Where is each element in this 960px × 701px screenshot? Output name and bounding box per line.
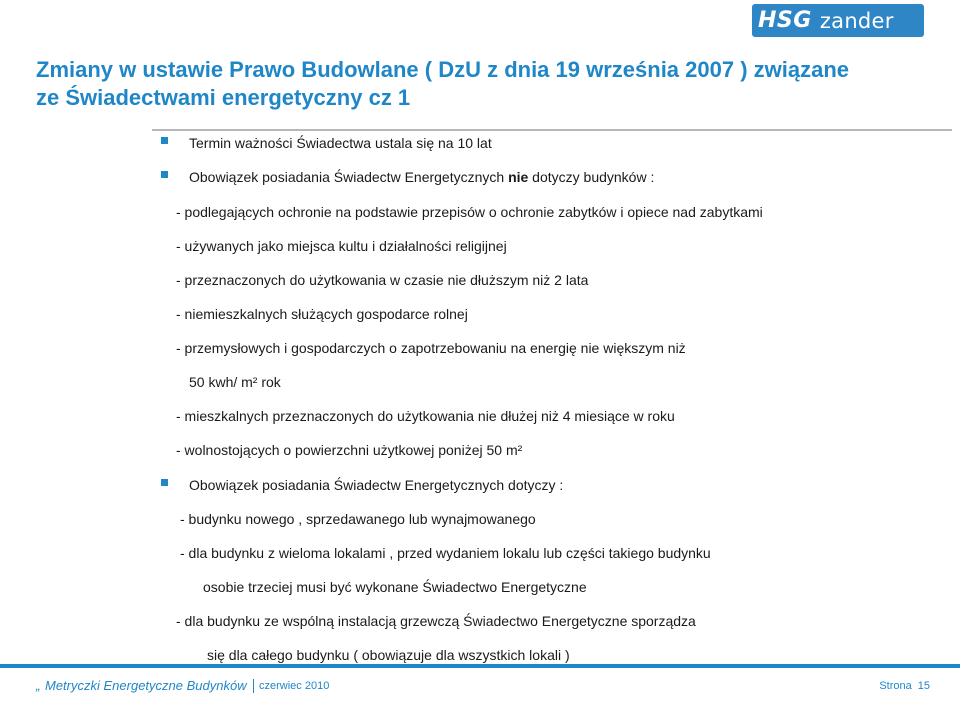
obligation-shared-heating: - dla budynku ze wspólną instalacją grzewczą Świadectwo Energetyczne sporządza	[176, 613, 696, 629]
exemption-religious: - używanych jako miejsca kultu i działalności religijnej	[176, 238, 507, 254]
footer-page-label: Strona	[879, 680, 912, 692]
footer-bar	[0, 664, 960, 668]
exemption-seasonal: - mieszkalnych przeznaczonych do użytkowania nie dłużej niż 4 miesiące w roku	[176, 408, 675, 424]
logo-sub: zander	[819, 8, 894, 33]
bullet-exemptions	[189, 168, 654, 186]
exemptions-text-end: dotyczy budynków :	[528, 169, 655, 185]
footer-separator	[253, 679, 254, 693]
obligation-multi-unit: - dla budynku z wieloma lokalami , przed wydaniem lokalu lub części takiego budynku	[180, 545, 711, 561]
exemptions-text-start: Obowiązek posiadania Świadectw Energetycznych	[189, 169, 509, 185]
footer-page-number: 15	[917, 680, 930, 692]
title-divider	[152, 129, 952, 131]
slide-title	[36, 56, 936, 112]
exemption-temporary: - przeznaczonych do użytkowania w czasie nie dłuższym niż 2 lata	[176, 272, 589, 288]
slide-title-line-2: ze Świadectwami energetyczny cz 1	[36, 85, 411, 110]
exemption-industrial-threshold: 50 kwh/ m² rok	[189, 374, 281, 390]
obligation-shared-heating-cont: się dla całego budynku ( obowiązuje dla wszystkich lokali )	[207, 647, 570, 663]
bullet-validity-period: Termin ważności Świadectwa ustala się na 10 lat	[189, 135, 492, 151]
exemption-heritage: - podlegających ochronie na podstawie przepisów o ochronie zabytków i opiece nad zabytkami	[176, 204, 763, 220]
exemptions-emphasis: nie	[508, 169, 529, 185]
exemption-agricultural: - niemieszkalnych służących gospodarce rolnej	[176, 306, 468, 322]
obligation-new-sold-rented: - budynku nowego , sprzedawanego lub wynajmowanego	[180, 511, 536, 527]
hsg-zander-logo	[752, 4, 924, 37]
square-bullet-icon	[161, 479, 168, 486]
bullet-obligation: Obowiązek posiadania Świadectw Energetycznych dotyczy :	[189, 477, 564, 493]
exemption-small-area: - wolnostojących o powierzchni użytkowej poniżej 50 m²	[176, 442, 523, 458]
obligation-multi-unit-cont: osobie trzeciej musi być wykonane Świadectwo Energetyczne	[203, 579, 587, 595]
square-bullet-icon	[161, 171, 168, 178]
square-bullet-icon	[161, 137, 168, 144]
footer-document-name: Metryczki Energetyczne Budynków	[45, 678, 247, 693]
footer-date: czerwiec 2010	[259, 680, 330, 692]
logo-brand: HSG	[758, 8, 812, 33]
slide-title-line-1: Zmiany w ustawie Prawo Budowlane ( DzU z dnia 19 września 2007 ) związane	[36, 57, 850, 82]
footer-quote-mark: „	[36, 678, 41, 693]
exemption-industrial: - przemysłowych i gospodarczych o zapotrzebowaniu na energię nie większym niż	[176, 340, 686, 356]
footer	[36, 676, 930, 696]
footer-page	[879, 676, 930, 696]
